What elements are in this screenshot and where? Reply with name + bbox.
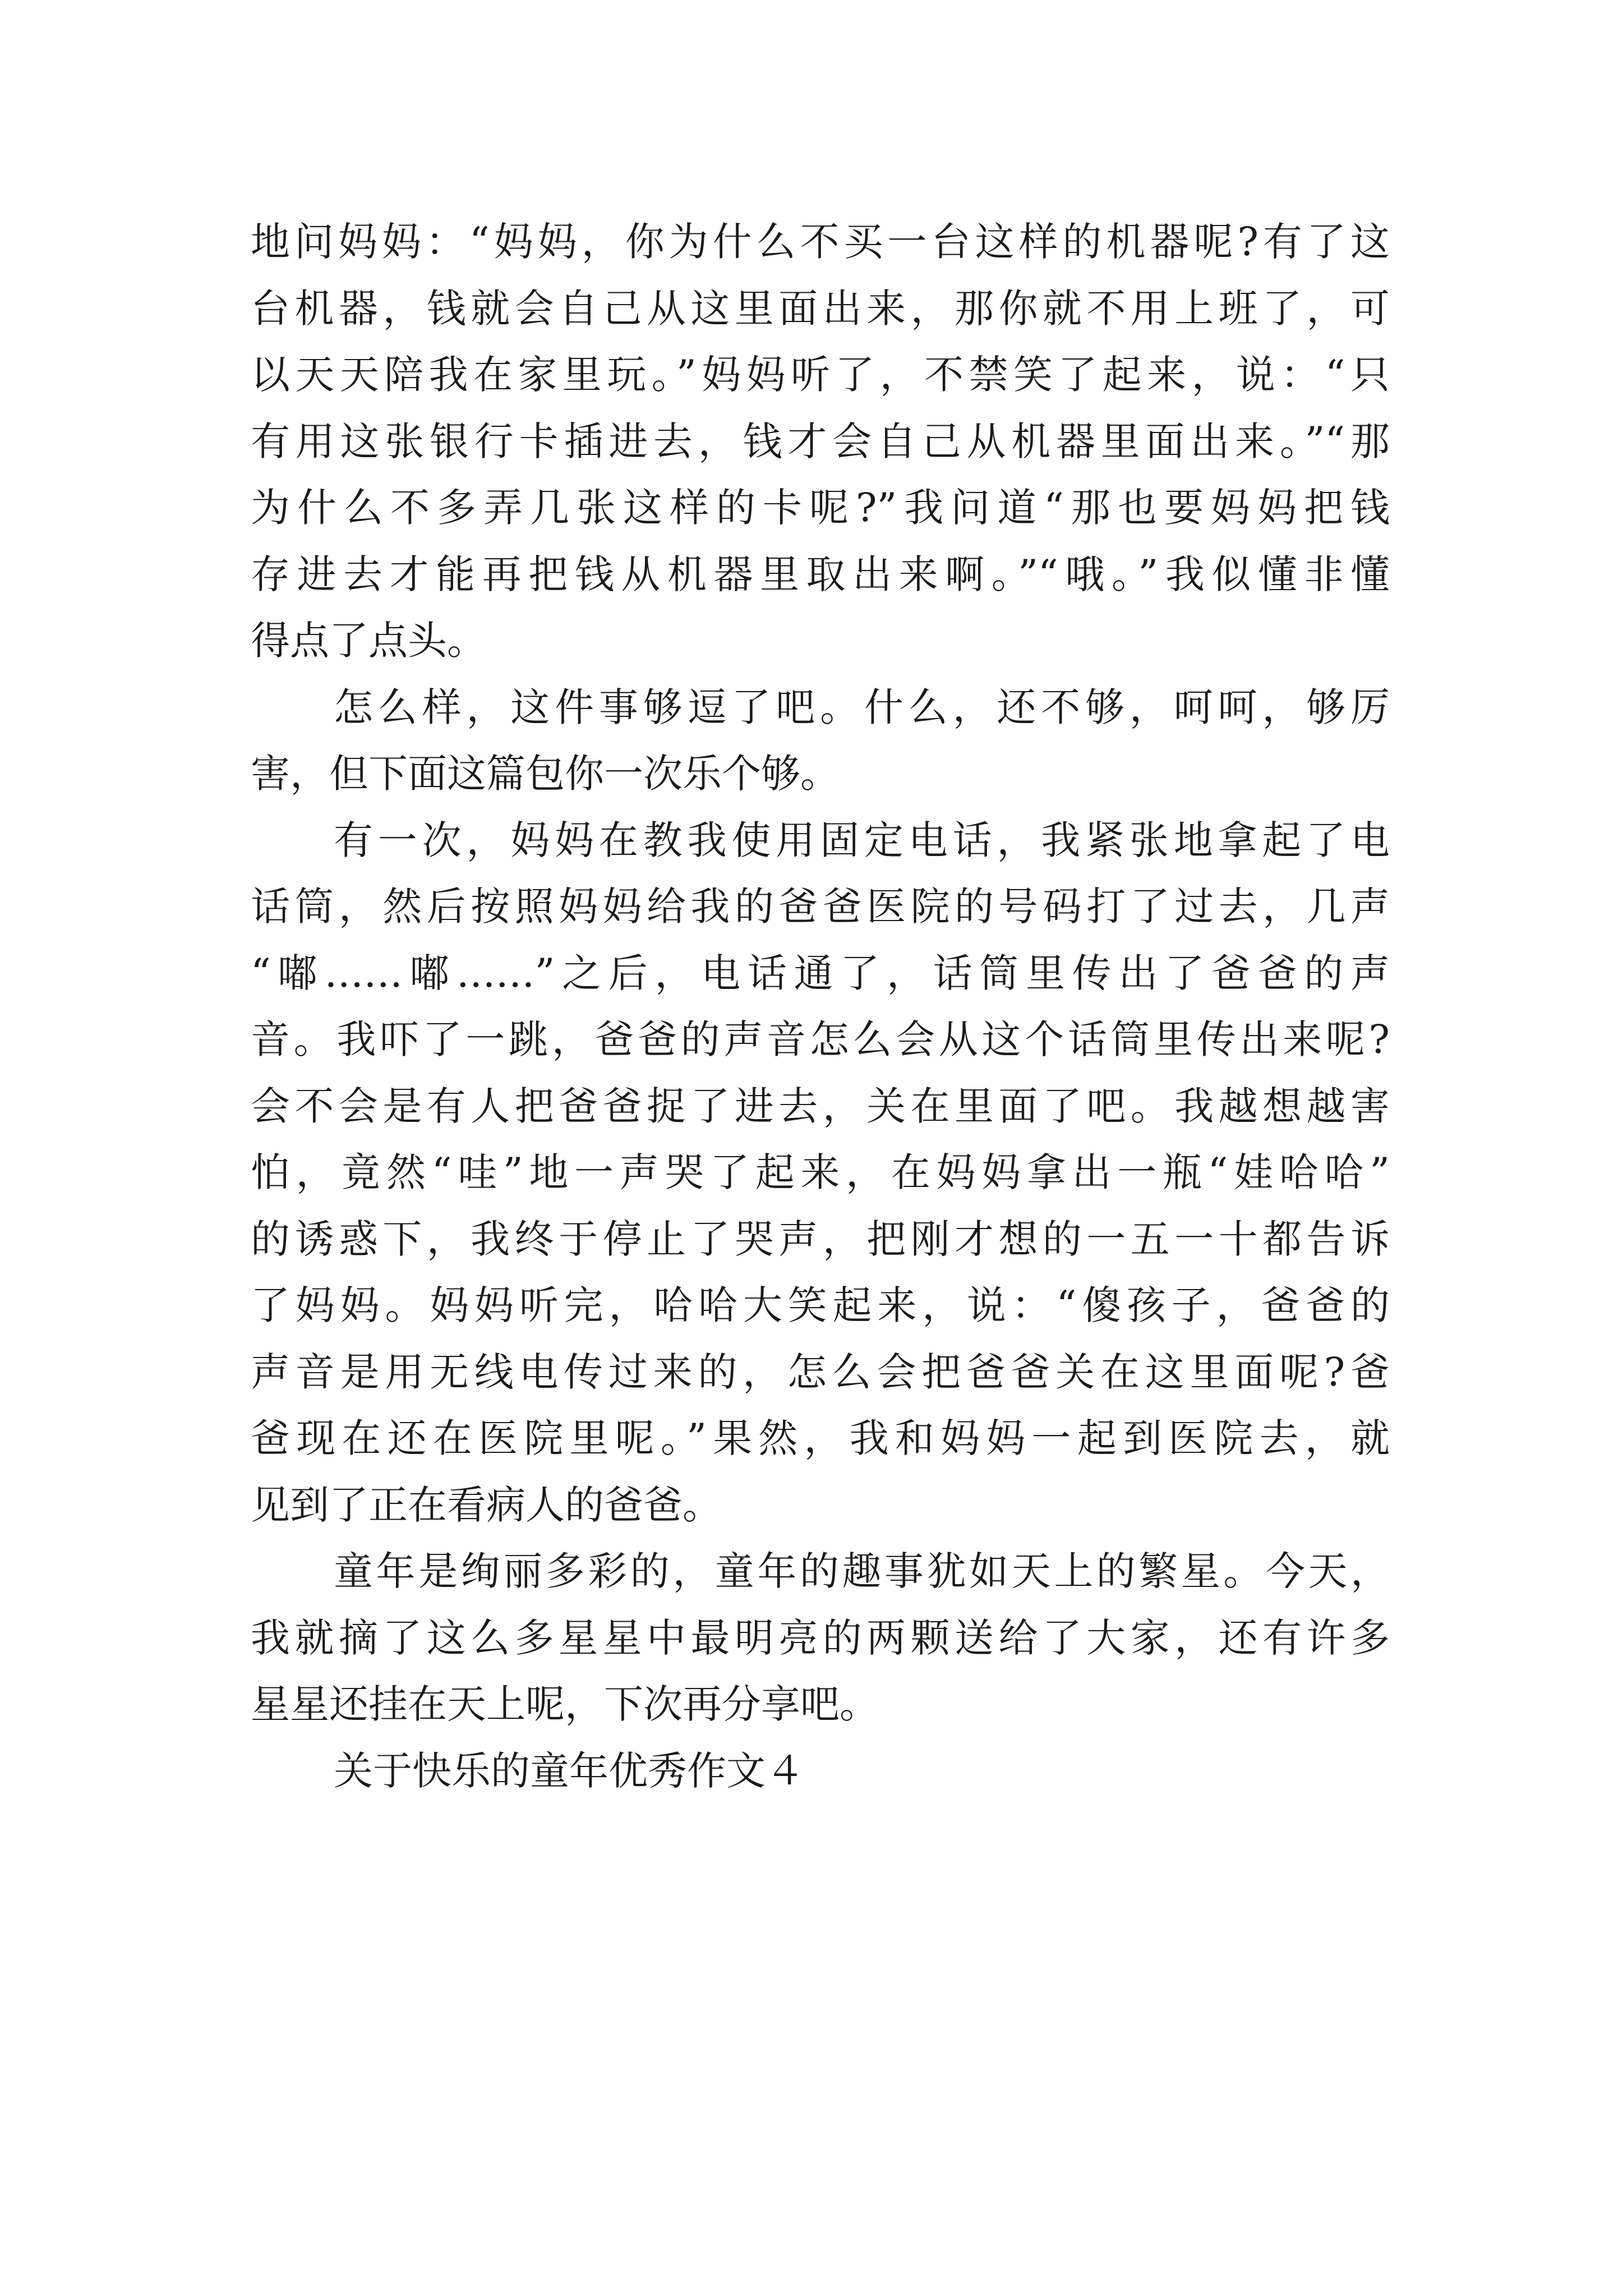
text-line: 怕，竟然“哇”地一声哭了起来，在妈妈拿出一瓶“娃哈哈” [251,1149,1390,1195]
text-line: 星星还挂在天上呢，下次再分享吧。 [251,1681,879,1727]
text-line: 关于快乐的童年优秀作文４ [334,1747,805,1794]
text-line: 爸现在还在医院里呢。”果然，我和妈妈一起到医院去，就 [251,1415,1390,1461]
text-line: 台机器，钱就会自己从这里面出来，那你就不用上班了，可 [251,285,1390,332]
text-line: 声音是用无线电传过来的，怎么会把爸爸关在这里面呢?爸 [251,1349,1390,1395]
text-line: 会不会是有人把爸爸捉了进去，关在里面了吧。我越想越害 [251,1083,1390,1129]
text-line: 话筒，然后按照妈妈给我的爸爸医院的号码打了过去，几声 [251,884,1390,930]
text-line: “嘟……嘟……”之后，电话通了，话筒里传出了爸爸的声 [251,950,1390,996]
text-line: 的诱惑下，我终于停止了哭声，把刚才想的一五一十都告诉 [251,1216,1390,1262]
text-line: 有一次，妈妈在教我使用固定电话，我紧张地拿起了电 [334,817,1390,863]
text-line: 童年是绚丽多彩的，童年的趣事犹如天上的繁星。今天， [334,1548,1390,1594]
text-line: 有用这张银行卡插进去，钱才会自己从机器里面出来。”“那 [251,418,1390,464]
text-line: 音。我吓了一跳，爸爸的声音怎么会从这个话筒里传出来呢? [251,1016,1390,1062]
text-line: 我就摘了这么多星星中最明亮的两颗送给了大家，还有许多 [251,1614,1390,1661]
text-line: 见到了正在看病人的爸爸。 [251,1481,722,1528]
text-line: 为什么不多弄几张这样的卡呢?”我问道“那也要妈妈把钱 [251,485,1390,531]
text-line: 存进去才能再把钱从机器里取出来啊。”“哦。”我似懂非懂 [251,551,1390,597]
text-line: 怎么样，这件事够逗了吧。什么，还不够，呵呵，够厉 [334,684,1390,730]
text-line: 得点了点头。 [251,618,486,664]
text-line: 害，但下面这篇包你一次乐个够。 [251,751,840,797]
text-line: 以天天陪我在家里玩。”妈妈听了，不禁笑了起来，说：“只 [251,352,1390,398]
text-line: 地问妈妈：“妈妈，你为什么不买一台这样的机器呢?有了这 [251,219,1390,265]
document-body [251,209,1390,1804]
text-line: 了妈妈。妈妈听完，哈哈大笑起来，说：“傻孩子，爸爸的 [251,1282,1390,1328]
